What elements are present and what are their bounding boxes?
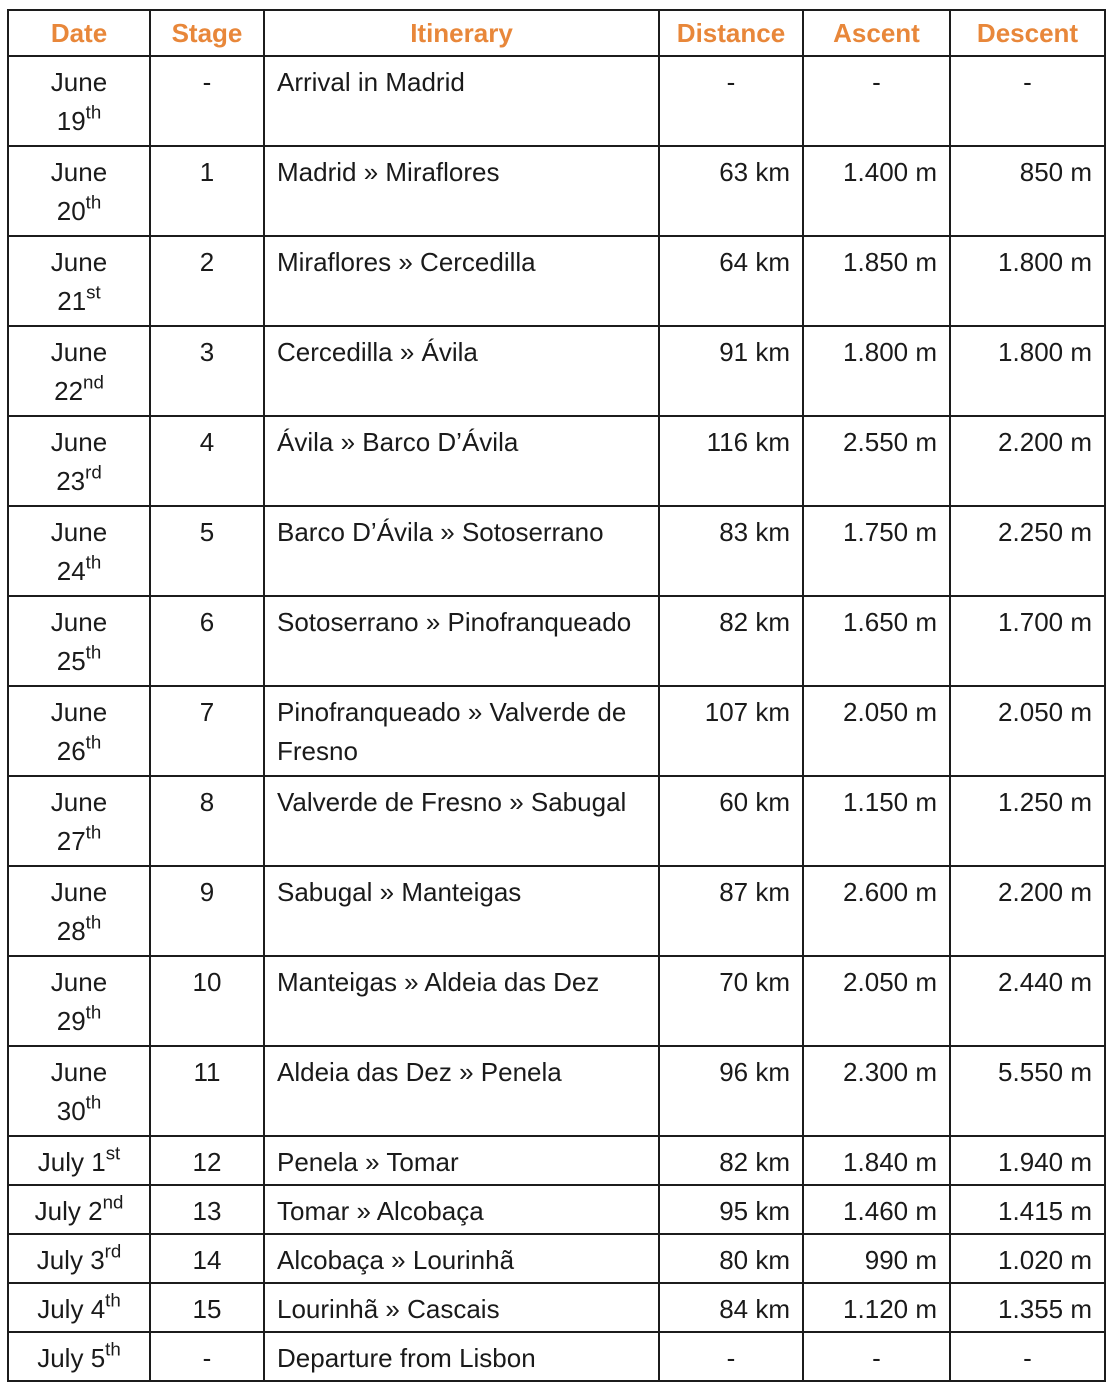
distance-cell: 91 km	[659, 326, 803, 416]
table-row	[8, 506, 1105, 596]
header-descent: Descent	[950, 10, 1105, 56]
date-month: June	[50, 697, 108, 727]
itinerary-cell: Barco D’Ávila » Sotoserrano	[264, 506, 659, 596]
date-month: June	[50, 1057, 108, 1087]
itinerary-cell: Sotoserrano » Pinofranqueado	[264, 596, 659, 686]
table-row	[8, 776, 1105, 866]
date-day: 1	[91, 1147, 106, 1177]
date-suffix: st	[86, 281, 101, 303]
ascent-cell: 1.850 m	[803, 236, 950, 326]
date-cell	[8, 236, 150, 326]
distance-cell: 107 km	[659, 686, 803, 776]
descent-cell: 2.200 m	[950, 416, 1105, 506]
descent-cell: -	[950, 1332, 1105, 1381]
stage-cell: 6	[150, 596, 264, 686]
itinerary-cell: Alcobaça » Lourinhã	[264, 1234, 659, 1283]
stage-cell: -	[150, 56, 264, 146]
distance-cell: 80 km	[659, 1234, 803, 1283]
table-row	[8, 146, 1105, 236]
ascent-cell: 1.650 m	[803, 596, 950, 686]
table-row	[8, 236, 1105, 326]
date-month: June	[50, 607, 108, 637]
descent-cell: 2.200 m	[950, 866, 1105, 956]
date-cell	[8, 506, 150, 596]
itinerary-cell: Penela » Tomar	[264, 1136, 659, 1185]
date-cell	[8, 1136, 150, 1185]
stage-cell: 12	[150, 1136, 264, 1185]
date-month: July	[36, 1245, 83, 1275]
date-suffix: th	[105, 1289, 121, 1311]
descent-cell: 5.550 m	[950, 1046, 1105, 1136]
date-suffix: th	[85, 1001, 102, 1023]
date-suffix: th	[85, 551, 102, 573]
distance-cell: 116 km	[659, 416, 803, 506]
header-date: Date	[8, 10, 150, 56]
date-month: July	[37, 1343, 84, 1373]
date-day: 5	[90, 1343, 106, 1373]
distance-cell: 96 km	[659, 1046, 803, 1136]
itinerary-cell: Ávila » Barco D’Ávila	[264, 416, 659, 506]
date-month: June	[50, 157, 108, 187]
date-suffix: rd	[104, 1240, 122, 1262]
date-day: 24	[56, 556, 86, 586]
distance-cell: 60 km	[659, 776, 803, 866]
descent-cell: 1.800 m	[950, 326, 1105, 416]
itinerary-cell: Departure from Lisbon	[264, 1332, 659, 1381]
distance-cell: 95 km	[659, 1185, 803, 1234]
itinerary-cell: Miraflores » Cercedilla	[264, 236, 659, 326]
descent-cell: 850 m	[950, 146, 1105, 236]
ascent-cell: 1.800 m	[803, 326, 950, 416]
date-cell	[8, 1234, 150, 1283]
distance-cell: -	[659, 1332, 803, 1381]
itinerary-cell: Cercedilla » Ávila	[264, 326, 659, 416]
date-suffix: th	[105, 1338, 121, 1360]
ascent-cell: 1.400 m	[803, 146, 950, 236]
date-cell	[8, 1332, 150, 1381]
descent-cell: 1.355 m	[950, 1283, 1105, 1332]
date-day: 29	[56, 1006, 86, 1036]
itinerary-cell: Arrival in Madrid	[264, 56, 659, 146]
table-row	[8, 326, 1105, 416]
itinerary-table	[7, 9, 1106, 1382]
date-cell	[8, 686, 150, 776]
distance-cell: 83 km	[659, 506, 803, 596]
date-day: 27	[56, 826, 86, 856]
descent-cell: -	[950, 56, 1105, 146]
date-suffix: th	[85, 731, 102, 753]
date-day: 30	[56, 1096, 86, 1126]
itinerary-cell: Madrid » Miraflores	[264, 146, 659, 236]
ascent-cell: -	[803, 56, 950, 146]
date-month: June	[50, 67, 108, 97]
table-body	[8, 56, 1105, 1381]
stage-cell: 9	[150, 866, 264, 956]
date-day: 22	[54, 376, 84, 406]
date-day: 21	[57, 286, 87, 316]
stage-cell: 11	[150, 1046, 264, 1136]
descent-cell: 2.250 m	[950, 506, 1105, 596]
descent-cell: 1.250 m	[950, 776, 1105, 866]
ascent-cell: 2.300 m	[803, 1046, 950, 1136]
distance-cell: 82 km	[659, 596, 803, 686]
table-row	[8, 686, 1105, 776]
stage-cell: 15	[150, 1283, 264, 1332]
date-month: June	[50, 337, 108, 367]
date-suffix: th	[85, 101, 102, 123]
ascent-cell: 2.050 m	[803, 956, 950, 1046]
ascent-cell: 1.150 m	[803, 776, 950, 866]
date-month: June	[50, 517, 108, 547]
stage-cell: 4	[150, 416, 264, 506]
descent-cell: 1.415 m	[950, 1185, 1105, 1234]
ascent-cell: 990 m	[803, 1234, 950, 1283]
date-day: 28	[56, 916, 86, 946]
stage-cell: 10	[150, 956, 264, 1046]
descent-cell: 2.050 m	[950, 686, 1105, 776]
descent-cell: 2.440 m	[950, 956, 1105, 1046]
date-cell	[8, 1283, 150, 1332]
date-month: June	[50, 877, 108, 907]
date-month: July	[37, 1147, 84, 1177]
itinerary-cell: Lourinhã » Cascais	[264, 1283, 659, 1332]
header-row	[8, 10, 1105, 56]
date-suffix: nd	[83, 371, 104, 393]
ascent-cell: 2.050 m	[803, 686, 950, 776]
distance-cell: 70 km	[659, 956, 803, 1046]
table-row	[8, 596, 1105, 686]
date-day: 4	[90, 1294, 106, 1324]
date-day: 2	[88, 1196, 103, 1226]
stage-cell: 14	[150, 1234, 264, 1283]
date-suffix: th	[85, 191, 102, 213]
distance-cell: 84 km	[659, 1283, 803, 1332]
date-suffix: th	[85, 641, 102, 663]
descent-cell: 1.700 m	[950, 596, 1105, 686]
date-suffix: rd	[85, 461, 102, 483]
itinerary-cell: Tomar » Alcobaça	[264, 1185, 659, 1234]
header-itinerary: Itinerary	[264, 10, 659, 56]
date-cell	[8, 776, 150, 866]
date-suffix: st	[105, 1142, 121, 1164]
date-cell	[8, 416, 150, 506]
date-month: June	[50, 247, 108, 277]
date-suffix: nd	[102, 1191, 124, 1213]
date-cell	[8, 326, 150, 416]
date-month: June	[50, 427, 108, 457]
date-month: June	[50, 787, 108, 817]
date-day: 3	[90, 1245, 105, 1275]
date-day: 20	[56, 196, 86, 226]
distance-cell: 64 km	[659, 236, 803, 326]
date-cell	[8, 956, 150, 1046]
date-suffix: th	[85, 821, 102, 843]
itinerary-cell: Pinofranqueado » Valverde de Fresno	[264, 686, 659, 776]
stage-cell: 5	[150, 506, 264, 596]
distance-cell: 63 km	[659, 146, 803, 236]
date-cell	[8, 146, 150, 236]
table-row	[8, 956, 1105, 1046]
stage-cell: 13	[150, 1185, 264, 1234]
date-cell	[8, 56, 150, 146]
table-row	[8, 1332, 1105, 1381]
ascent-cell: 1.750 m	[803, 506, 950, 596]
stage-cell: 1	[150, 146, 264, 236]
distance-cell: -	[659, 56, 803, 146]
itinerary-cell: Sabugal » Manteigas	[264, 866, 659, 956]
stage-cell: -	[150, 1332, 264, 1381]
date-cell	[8, 1046, 150, 1136]
header-stage: Stage	[150, 10, 264, 56]
itinerary-cell: Valverde de Fresno » Sabugal	[264, 776, 659, 866]
date-cell	[8, 596, 150, 686]
table-row	[8, 1283, 1105, 1332]
itinerary-cell: Manteigas » Aldeia das Dez	[264, 956, 659, 1046]
ascent-cell: 1.460 m	[803, 1185, 950, 1234]
date-suffix: th	[85, 1091, 102, 1113]
date-month: July	[34, 1196, 81, 1226]
table-row	[8, 1234, 1105, 1283]
ascent-cell: 1.840 m	[803, 1136, 950, 1185]
descent-cell: 1.020 m	[950, 1234, 1105, 1283]
distance-cell: 82 km	[659, 1136, 803, 1185]
table-row	[8, 416, 1105, 506]
table-row	[8, 1136, 1105, 1185]
itinerary-cell: Aldeia das Dez » Penela	[264, 1046, 659, 1136]
stage-cell: 8	[150, 776, 264, 866]
stage-cell: 7	[150, 686, 264, 776]
ascent-cell: 2.550 m	[803, 416, 950, 506]
date-cell	[8, 866, 150, 956]
stage-cell: 2	[150, 236, 264, 326]
table-row	[8, 1046, 1105, 1136]
date-day: 19	[56, 106, 86, 136]
date-month: July	[37, 1294, 84, 1324]
header-ascent: Ascent	[803, 10, 950, 56]
date-suffix: th	[85, 911, 102, 933]
date-day: 25	[56, 646, 86, 676]
ascent-cell: 2.600 m	[803, 866, 950, 956]
ascent-cell: 1.120 m	[803, 1283, 950, 1332]
ascent-cell: -	[803, 1332, 950, 1381]
table-row	[8, 1185, 1105, 1234]
descent-cell: 1.940 m	[950, 1136, 1105, 1185]
date-day: 23	[56, 466, 86, 496]
header-distance: Distance	[659, 10, 803, 56]
date-month: June	[50, 967, 108, 997]
table-row	[8, 56, 1105, 146]
date-cell	[8, 1185, 150, 1234]
stage-cell: 3	[150, 326, 264, 416]
descent-cell: 1.800 m	[950, 236, 1105, 326]
table-row	[8, 866, 1105, 956]
date-day: 26	[56, 736, 86, 766]
distance-cell: 87 km	[659, 866, 803, 956]
